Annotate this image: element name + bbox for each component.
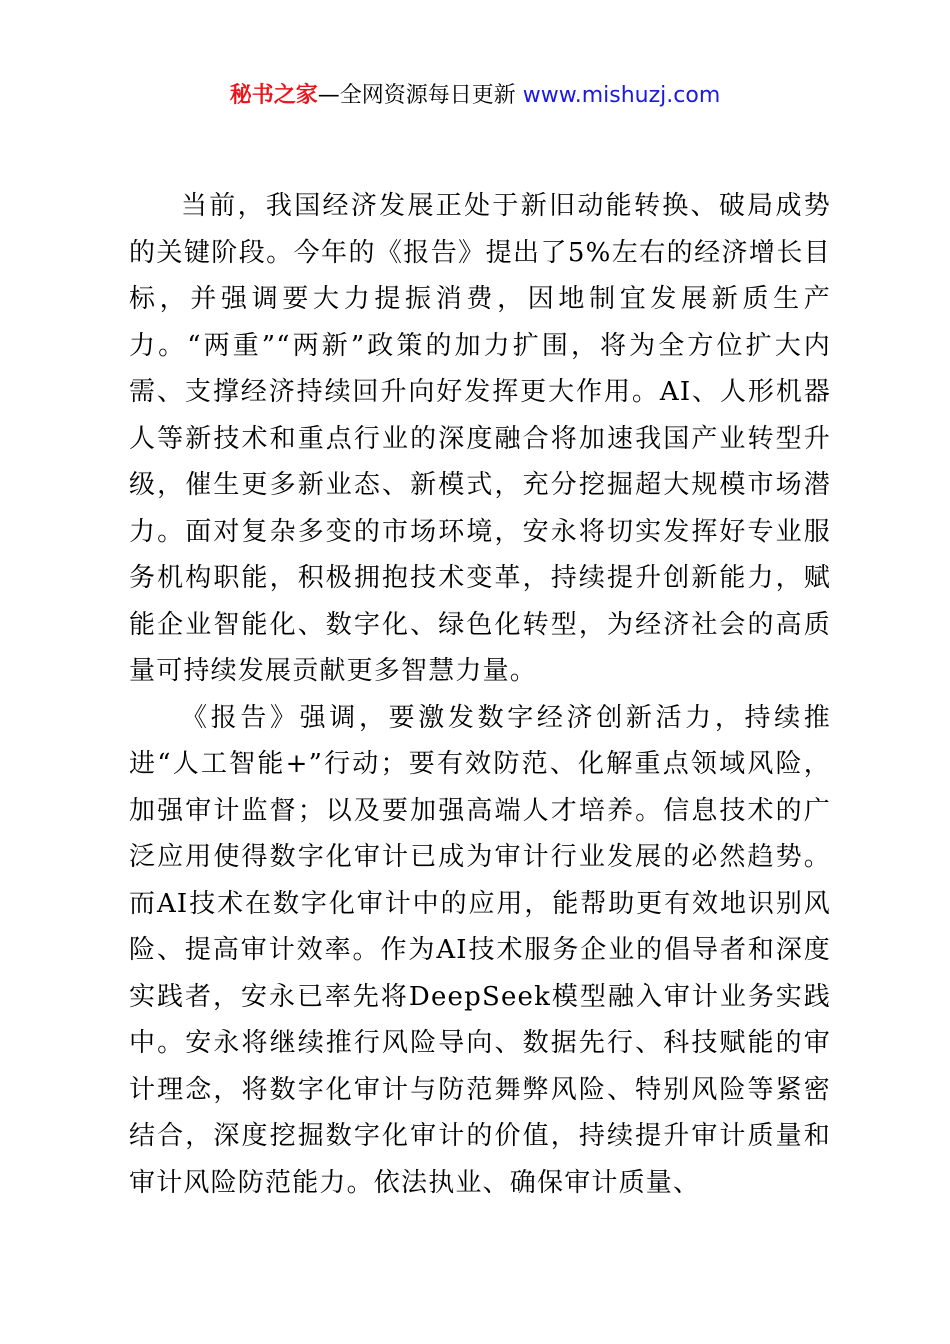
brand-name: 秘书之家 xyxy=(229,83,318,108)
site-url-link[interactable]: www.mishuzj.com xyxy=(522,83,721,108)
header-tagline: —全网资源每日更新 xyxy=(317,83,516,108)
page-header xyxy=(0,80,950,112)
paragraph-2: 《报告》强调，要激发数字经济创新活力，持续推进“人工智能+”行动；要有效防范、化解重点领域风险，加强审计监督；以及要加强高端人才培养。信息技术的广泛应用使得数字化审计已成为审计行业发展的必然趋势。而AI技术在数字化审计中的应用，能帮助更有效地识别风险、提高审计效率。作为AI技术服务企业的倡导者和深度实践者，安永已率先将DeepSeek模型融入审计业务实践中。安永将继续推行风险导向、数据先行、科技赋能的审计理念，将数字化审计与防范舞弊风险、特别风险等紧密结合，深度挖掘数字化审计的价值，持续提升审计质量和审计风险防范能力。依法执业、确保审计质量、 xyxy=(129,702,831,1198)
paragraph-1: 当前，我国经济发展正处于新旧动能转换、破局成势的关键阶段。今年的《报告》提出了5%左右的经济增长目标，并强调要大力提振消费，因地制宜发展新质生产力。“两重”“两新”政策的加力扩围，将为全方位扩大内需、支撑经济持续回升向好发挥更大作用。AI、人形机器人等新技术和重点行业的深度融合将加速我国产业转型升级，催生更多新业态、新模式，充分挖掘超大规模市场潜力。面对复杂多变的市场环境，安永将切实发挥好专业服务机构职能，积极拥抱技术变革，持续提升创新能力，赋能企业智能化、数字化、绿色化转型，为经济社会的高质量可持续发展贡献更多智慧力量。 xyxy=(129,191,831,686)
document-body xyxy=(129,183,831,1206)
